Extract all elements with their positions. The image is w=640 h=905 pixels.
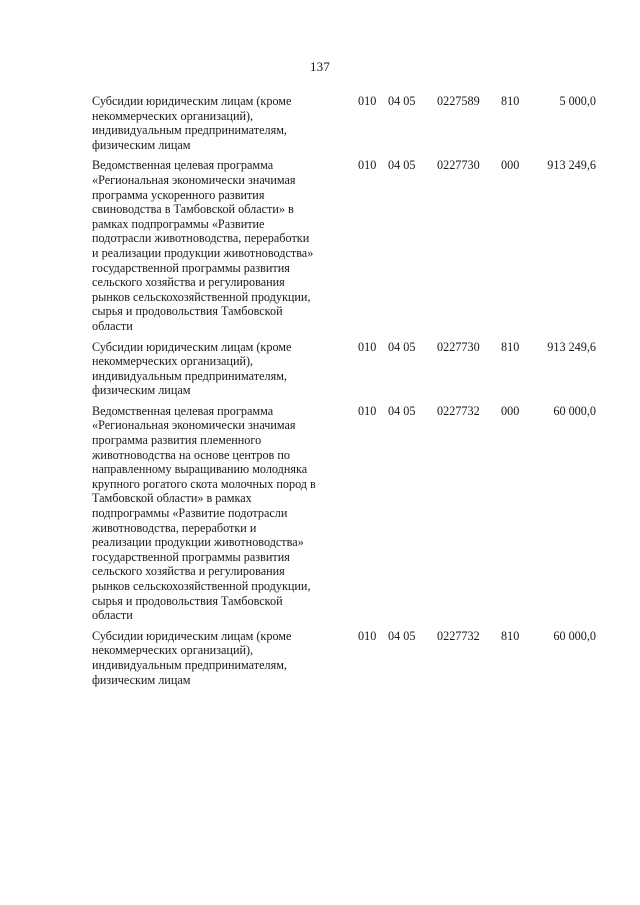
expense-type-code: 000 [501,403,520,418]
row-description: Ведомственная целевая программа «Региональная экономически значимая программа ускоренного развития свиноводства в Тамбовской области» в рамках подпрограммы «Развитие подотрасли животноводства, переработки и реализации продукции животноводства» государственной программы развития сельского хозяйства и регулирования рынков сельскохозяйственной продукции, сырья и продовольствия Тамбовской области [92,158,314,333]
article-code: 0227732 [437,628,480,643]
budget-table [92,94,602,693]
ministry-code: 010 [358,628,377,643]
row-description: Субсидии юридическим лицам (кроме некоммерческих организаций), индивидуальным предпринимателям, физическим лицам [92,628,292,687]
amount: 60 000,0 [553,403,596,418]
article-code: 0227730 [437,158,480,173]
table-row [92,94,602,152]
section-code: 04 05 [388,628,416,643]
article-code: 0227732 [437,403,480,418]
row-description: Ведомственная целевая программа «Региональная экономически значимая программа развития племенного животноводства на основе центров по направленному выращиванию молодняка крупного рогатого скота молочных пород в Тамбовской области» в рамках подпрограммы «Развитие подотрасли животноводства, переработки и реализации продукции животноводства» государственной программы развития сельского хозяйства и регулирования рынков сельскохозяйственной продукции, сырья и продовольствия Тамбовской области [92,403,316,623]
table-row [92,629,602,687]
ministry-code: 010 [358,339,377,354]
ministry-code: 010 [358,94,377,108]
expense-type-code: 810 [501,339,520,354]
section-code: 04 05 [388,158,416,173]
article-code: 0227589 [437,94,480,108]
amount: 5 000,0 [559,94,596,108]
table-row [92,158,602,333]
row-description: Субсидии юридическим лицам (кроме некоммерческих организаций), индивидуальным предпринимателям, физическим лицам [92,94,292,152]
page-number: 137 [309,59,331,74]
table-row [92,404,602,623]
table-row [92,340,602,398]
ministry-code: 010 [358,158,377,173]
amount: 913 249,6 [547,339,596,354]
expense-type-code: 810 [501,94,520,108]
article-code: 0227730 [437,339,480,354]
expense-type-code: 810 [501,628,520,643]
amount: 60 000,0 [553,628,596,643]
ministry-code: 010 [358,403,377,418]
row-description: Субсидии юридическим лицам (кроме некоммерческих организаций), индивидуальным предпринимателям, физическим лицам [92,339,292,398]
amount: 913 249,6 [547,158,596,173]
expense-type-code: 000 [501,158,520,173]
section-code: 04 05 [388,403,416,418]
section-code: 04 05 [388,94,416,108]
section-code: 04 05 [388,339,416,354]
